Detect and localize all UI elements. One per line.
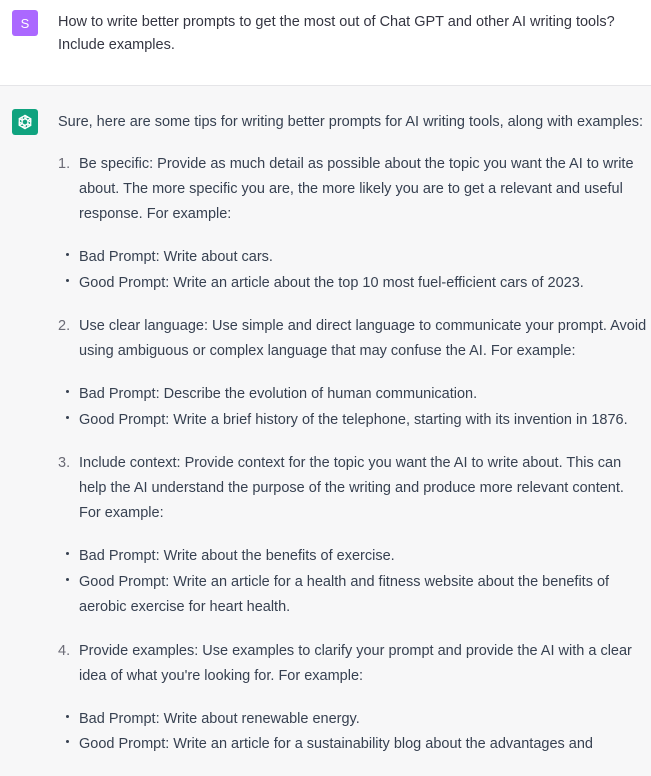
- bad-prompt-example: Bad Prompt: Write about cars.: [79, 245, 648, 271]
- bad-prompt-example: Bad Prompt: Describe the evolution of human communication.: [79, 382, 648, 408]
- tip-text: Be specific: Provide as much detail as possible about the topic you want the AI to write about. The more specific you are, the more likely you are to get a relevant and useful response. For example:: [79, 156, 634, 222]
- openai-logo-icon: [12, 109, 38, 135]
- tip-number: 3.: [58, 455, 71, 471]
- tip-item: [58, 314, 648, 364]
- assistant-message-row: [0, 87, 651, 756]
- good-prompt-example: Good Prompt: Write an article for a sustainability blog about the advantages and: [79, 732, 648, 758]
- tip-number: 1.: [58, 156, 71, 172]
- bad-prompt-example: Bad Prompt: Write about renewable energy.: [79, 707, 648, 733]
- tip-item: [58, 639, 648, 689]
- assistant-intro: Sure, here are some tips for writing better prompts for AI writing tools, along with examples:: [58, 114, 644, 130]
- example-list: [58, 707, 648, 758]
- user-message-row: [0, 0, 651, 86]
- example-list: [58, 544, 648, 621]
- tip-number: 4.: [58, 642, 71, 659]
- tip-text: Include context: Provide context for the topic you want the AI to write about. This can help the AI understand the purpose of the writing and produce more relevant content. For example:: [79, 455, 624, 521]
- tip-item: [58, 152, 648, 227]
- tip-text: Use clear language: Use simple and direct language to communicate your prompt. Avoid using ambiguous or complex language that may confuse the AI. For example:: [79, 318, 647, 359]
- user-avatar: S: [12, 10, 38, 36]
- bad-prompt-example: Bad Prompt: Write about the benefits of exercise.: [79, 544, 648, 570]
- example-list: [58, 245, 648, 296]
- tip-text: Provide examples: Use examples to clarify your prompt and provide the AI with a clear idea of what you're looking for. For example:: [79, 642, 632, 684]
- good-prompt-example: Good Prompt: Write a brief history of the telephone, starting with its invention in 1876.: [79, 408, 648, 434]
- tip-item: [58, 451, 648, 526]
- example-list: [58, 382, 648, 433]
- good-prompt-example: Good Prompt: Write an article about the top 10 most fuel-efficient cars of 2023.: [79, 271, 648, 297]
- assistant-message-content: [58, 110, 648, 776]
- user-message-text: How to write better prompts to get the most out of Chat GPT and other AI writing tools? Include examples.: [58, 14, 615, 53]
- tip-number: 2.: [58, 318, 71, 334]
- good-prompt-example: Good Prompt: Write an article for a health and fitness website about the benefits of aerobic exercise for heart health.: [79, 570, 648, 621]
